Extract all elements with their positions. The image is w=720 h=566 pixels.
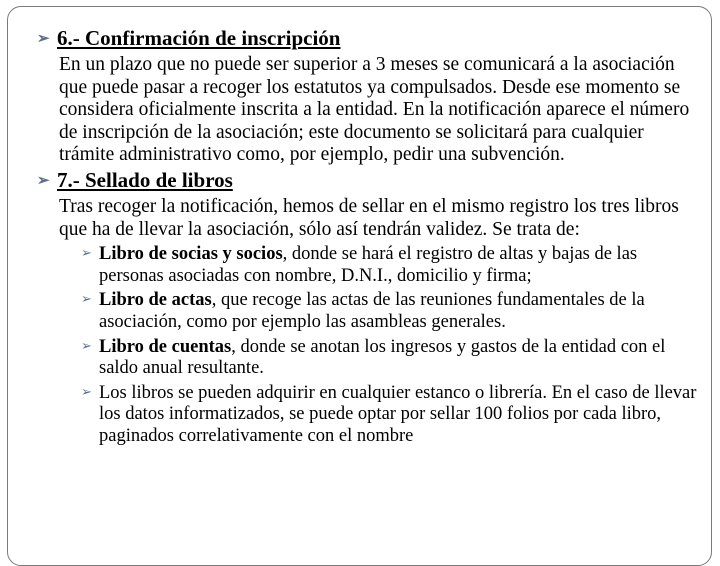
section-7-body: Tras recoger la notificación, hemos de sellar en el mismo registro los tres libros que ha de llevar la asociación, sólo así tendrán validez. Se trata de: — [59, 195, 679, 240]
list-item: ➢ Los libros se pueden adquirir en cualquier estanco o librería. En el caso de llevar los datos informatizados, se puede optar por sellar 100 folios por cada libro, paginados correlativamente con el nombre — [81, 382, 697, 446]
arrow-bullet-icon: ➢ — [37, 172, 50, 189]
slide-content — [37, 26, 697, 448]
list-item: ➢ Libro de actas, que recoge las actas de las reuniones fundamentales de la asociación, como por ejemplo las asambleas generales. — [81, 290, 645, 332]
arrow-bullet-icon: ➢ — [81, 245, 92, 261]
arrow-bullet-icon: ➢ — [81, 337, 92, 353]
books-list — [37, 242, 697, 447]
arrow-bullet-icon: ➢ — [37, 31, 50, 47]
arrow-bullet-icon: ➢ — [81, 291, 92, 307]
list-item: ➢ Libro de cuentas, donde se anotan los ingresos y gastos de la entidad con el saldo anual resultante. — [81, 336, 666, 379]
list-item: ➢ Libro de socias y socios, donde se hará el registro de altas y bajas de las personas asociadas con nombre, D.N.I., domicilio y firma; — [81, 244, 638, 286]
arrow-bullet-icon: ➢ — [81, 383, 92, 399]
section-7-heading: ➢ 7.- Sellado de libros — [37, 167, 233, 192]
section-6-heading: ➢ 6.- Confirmación de inscripción — [37, 26, 341, 50]
section-6-body: En un plazo que no puede ser superior a 3 meses se comunicará a la asociación que puede pasar a recoger los estatutos ya compulsados. Desde ese momento se considera oficialmente inscrita a la entidad. En la notificación aparece el número de inscripción de la asociación; este documento se solicitará para cualquier trámite administrativo como, por ejemplo, pedir una subvención. — [59, 54, 690, 166]
